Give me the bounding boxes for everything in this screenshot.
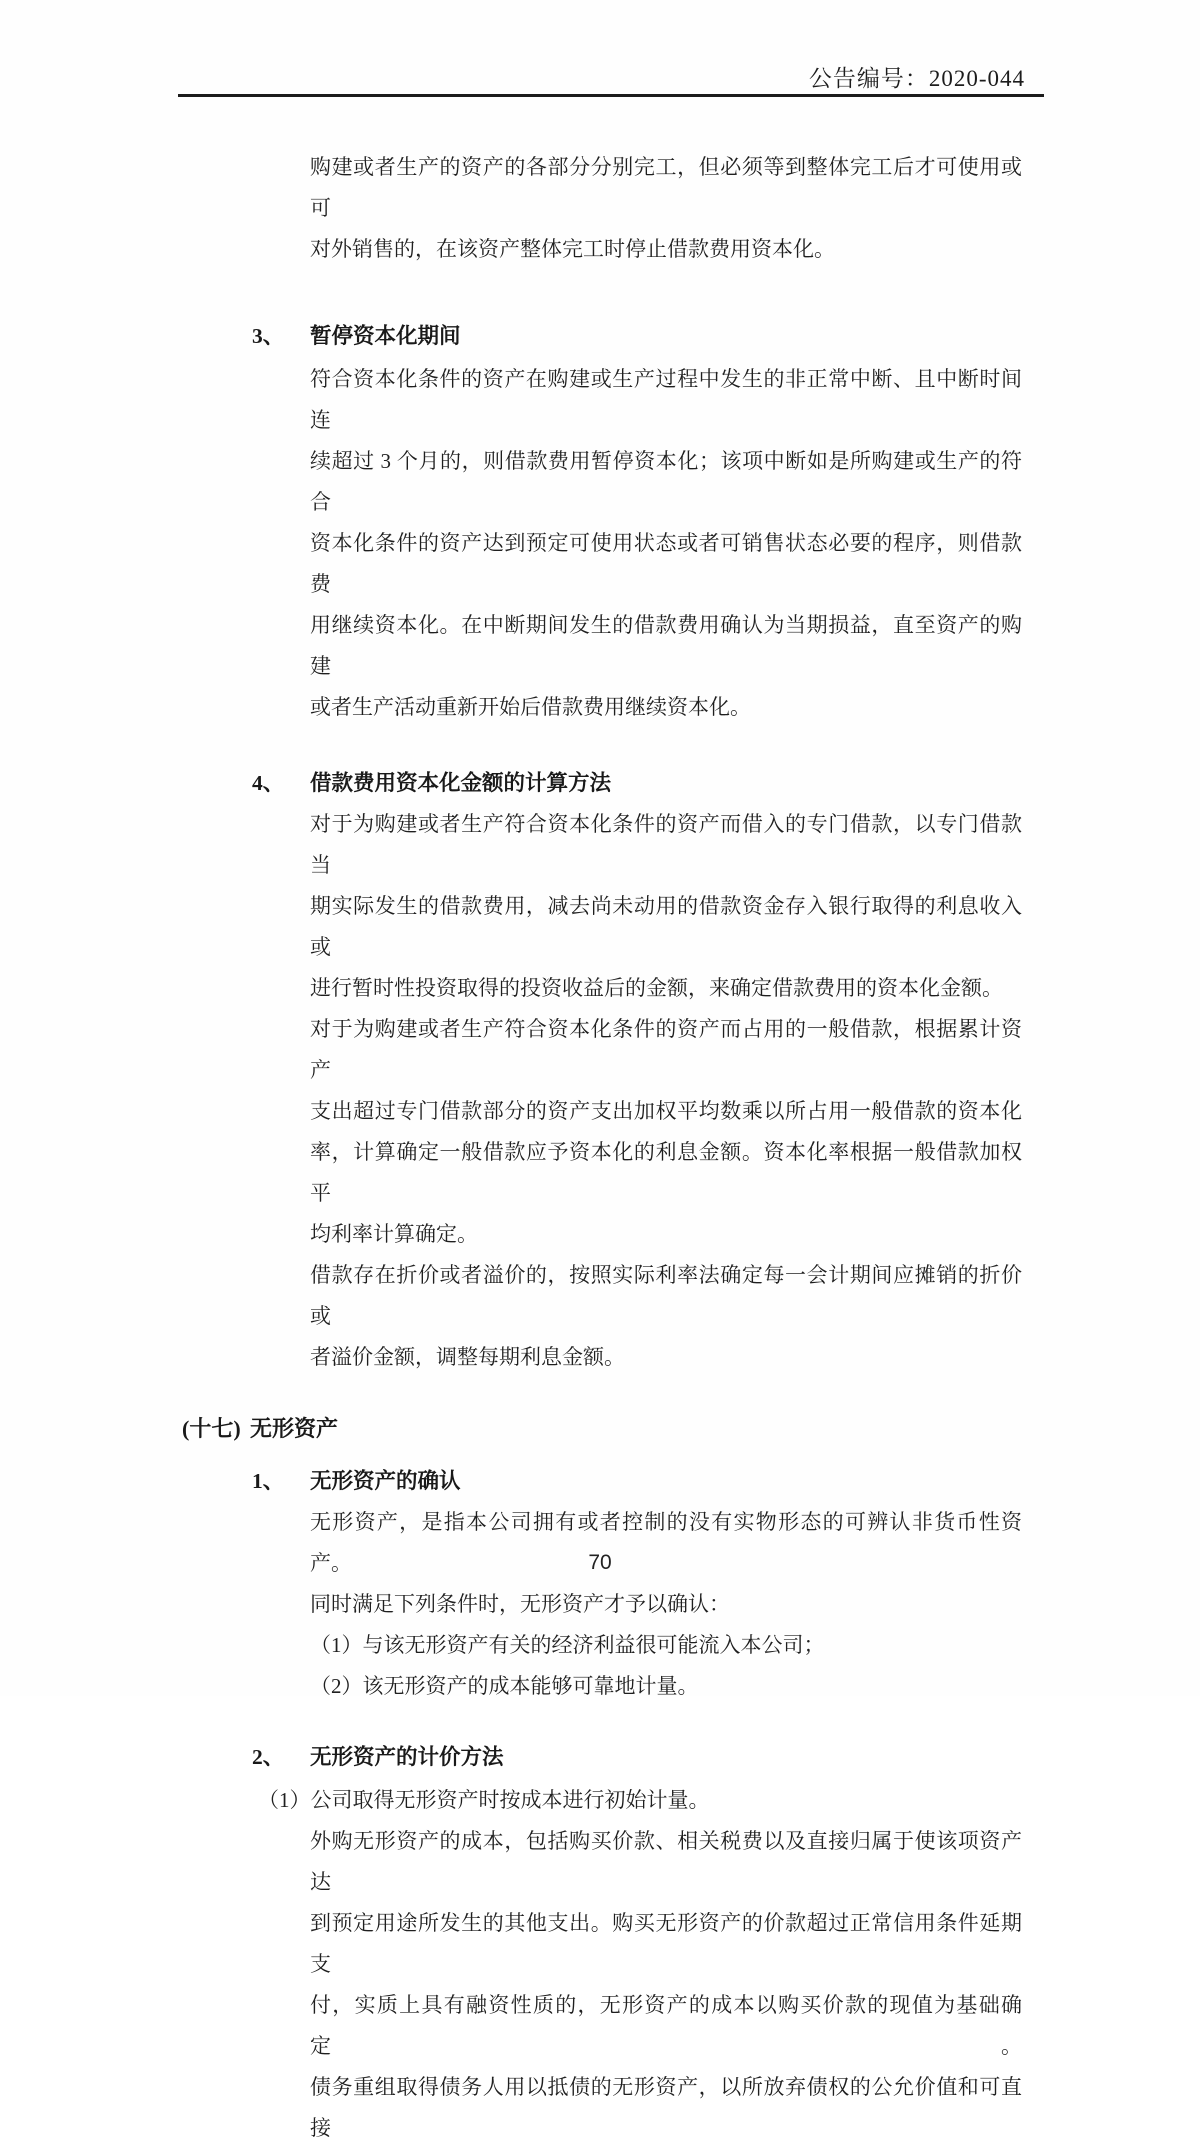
section-title: 无形资产的确认 <box>310 1469 461 1493</box>
text-line: 债务重组取得债务人用以抵债的无形资产，以所放弃债权的公允价值和可直接 <box>310 2075 1022 2140</box>
text-line: 进行暂时性投资取得的投资收益后的金额，来确定借款费用的资本化金额。 <box>310 976 1003 1000</box>
section-title: 无形资产的计价方法 <box>310 1745 504 1769</box>
text-line: （2）该无形资产的成本能够可靠地计量。 <box>310 1674 699 1698</box>
page-number: 70 <box>588 1551 612 1574</box>
section-heading-4 <box>252 763 1200 804</box>
section-number: 4、 <box>252 771 285 795</box>
text-line: 资本化条件的资产达到预定可使用状态或者可销售状态必要的程序，则借款费 <box>310 531 1022 596</box>
text-line: 或者生产活动重新开始后借款费用继续资本化。 <box>310 695 751 719</box>
text-line: 支出超过专门借款部分的资产支出加权平均数乘以所占用一般借款的资本化 <box>310 1099 1022 1123</box>
section-heading-3 <box>252 316 1200 357</box>
announcement-number: 公告编号：2020-044 <box>808 66 1025 91</box>
text-line: 用继续资本化。在中断期间发生的借款费用确认为当期损益，直至资产的购建 <box>310 613 1022 678</box>
text-line: 购建或者生产的资产的各部分分别完工，但必须等到整体完工后才可使用或可 <box>310 155 1022 220</box>
list-item <box>310 1666 1022 1707</box>
paragraph-discount-premium <box>310 1255 1022 1378</box>
page-footer <box>0 1551 1200 1575</box>
text-line: 者溢价金额，调整每期利息金额。 <box>310 1345 625 1369</box>
text-line: 均利率计算确定。 <box>310 1222 478 1246</box>
text-line: 对外销售的，在该资产整体完工时停止借款费用资本化。 <box>310 237 835 261</box>
text-line: 符合资本化条件的资产在购建或生产过程中发生的非正常中断、且中断时间连 <box>310 367 1022 432</box>
chapter-title: 无形资产 <box>250 1416 339 1441</box>
section-title: 暂停资本化期间 <box>310 324 461 348</box>
text-line: （1）与该无形资产有关的经济利益很可能流入本公司； <box>310 1633 825 1657</box>
paragraph-suspension <box>310 359 1022 728</box>
text-line: 付，实质上具有融资性质的，无形资产的成本以购买价款的现值为基础确定。 <box>310 1993 1022 2058</box>
section-title: 借款费用资本化金额的计算方法 <box>310 771 612 795</box>
text-line: 对于为购建或者生产符合资本化条件的资产而借入的专门借款，以专门借款当 <box>310 812 1022 877</box>
text-line: 期实际发生的借款费用，减去尚未动用的借款资金存入银行取得的利息收入或 <box>310 894 1022 959</box>
section-number: 2、 <box>252 1745 285 1769</box>
document-body <box>0 96 1200 2149</box>
paragraph-completion <box>310 147 1022 270</box>
page-header <box>160 60 1025 93</box>
section-number: 1、 <box>252 1469 285 1493</box>
text-line: 借款存在折价或者溢价的，按照实际利率法确定每一会计期间应摊销的折价或 <box>310 1263 1022 1328</box>
text-line: 外购无形资产的成本，包括购买价款、相关税费以及直接归属于使该项资产达 <box>310 1829 1022 1894</box>
list-item <box>310 1625 1022 1666</box>
paragraph-purchased-intangibles <box>310 1821 1022 2149</box>
subsection-heading-1 <box>252 1461 1200 1502</box>
chapter-heading-17 <box>182 1408 1200 1449</box>
paragraph-special-borrowings <box>310 804 1022 1009</box>
text-line: （1）公司取得无形资产时按成本进行初始计量。 <box>258 1788 710 1812</box>
subsection-heading-2 <box>252 1737 1200 1778</box>
text-line: 到预定用途所发生的其他支出。购买无形资产的价款超过正常信用条件延期支 <box>310 1911 1022 1976</box>
text-line: 同时满足下列条件时，无形资产才予以确认： <box>310 1592 730 1616</box>
text-line: 无形资产，是指本公司拥有或者控制的没有实物形态的可辨认非货币性资产。 <box>310 1510 1022 1575</box>
text-line: 续超过 3 个月的，则借款费用暂停资本化；该项中断如是所购建或生产的符合 <box>310 449 1022 514</box>
text-line: 率，计算确定一般借款应予资本化的利息金额。资本化率根据一般借款加权平 <box>310 1140 1022 1205</box>
section-number: 3、 <box>252 324 285 348</box>
chapter-number: (十七) <box>182 1416 241 1441</box>
paragraph-general-borrowings <box>310 1009 1022 1255</box>
text-line: 对于为购建或者生产符合资本化条件的资产而占用的一般借款，根据累计资产 <box>310 1017 1022 1082</box>
list-item <box>258 1780 1022 1821</box>
